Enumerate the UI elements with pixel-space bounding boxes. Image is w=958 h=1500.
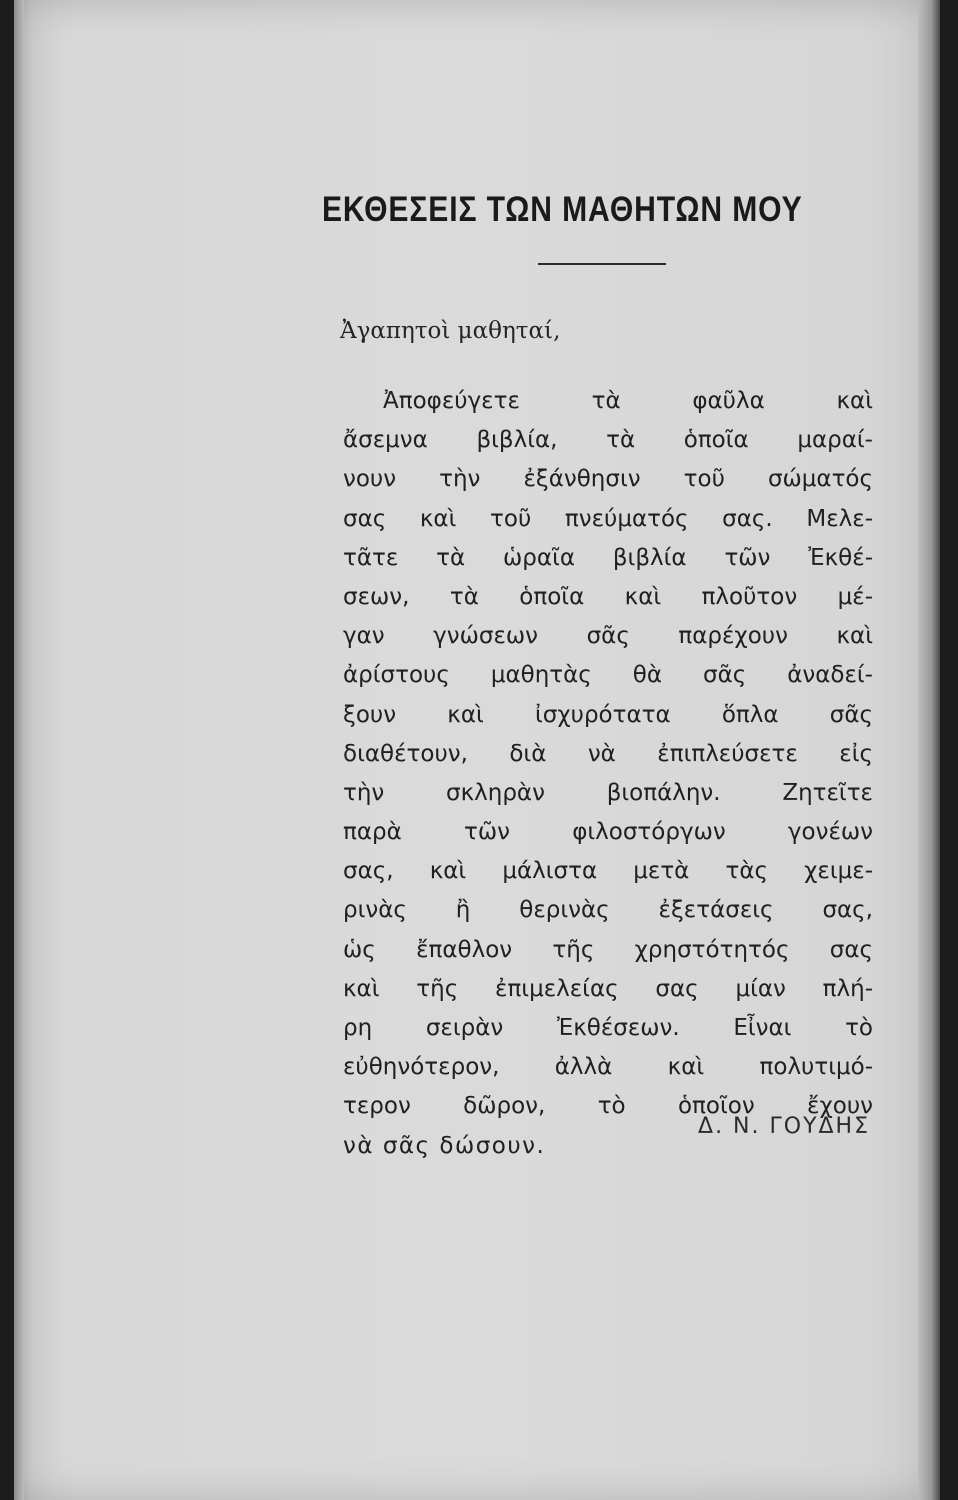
body-line: εὐθηνότερον, ἀλλὰ καὶ πολυτιμό-	[343, 1054, 873, 1081]
body-line: ὡς ἔπαθλον τῆς χρηστότητός σας	[343, 936, 873, 963]
page-left-edge	[14, 0, 24, 1500]
page-right-edge	[918, 0, 940, 1500]
body-line: νουν τὴν ἐξάνθησιν τοῦ σώματός	[343, 466, 873, 493]
body-line: ρη σειρὰν Ἐκθέσεων. Εἶναι τὸ	[343, 1015, 873, 1041]
body-line: παρὰ τῶν φιλοστόργων γονέων	[343, 819, 873, 846]
title-divider	[538, 263, 666, 265]
body-line: νὰ σᾶς δώσουν.	[343, 1132, 546, 1159]
body-line: σας, καὶ μάλιστα μετὰ τὰς χειμε-	[343, 858, 873, 885]
body-line: τὴν σκληρὰν βιοπάλην. Ζητεῖτε	[343, 779, 873, 806]
body-line: σας καὶ τοῦ πνεύματός σας. Μελε-	[343, 505, 873, 532]
body-line: ἄσεμνα βιβλία, τὰ ὁποῖα μαραί-	[343, 427, 873, 454]
body-paragraph	[343, 382, 873, 1166]
page-title: ΕΚΘΕΣΕΙΣ ΤΩΝ ΜΑΘΗΤΩΝ ΜΟΥ	[322, 190, 803, 229]
body-line: διαθέτουν, διὰ νὰ ἐπιπλεύσετε εἰς	[343, 740, 873, 767]
body-line: τᾶτε τὰ ὡραῖα βιβλία τῶν Ἐκθέ-	[343, 544, 873, 571]
body-line: γαν γνώσεων σᾶς παρέχουν καὶ	[343, 623, 873, 650]
body-line: ρινὰς ἢ θερινὰς ἐξετάσεις σας,	[343, 897, 873, 924]
body-line: καὶ τῆς ἐπιμελείας σας μίαν πλή-	[343, 975, 873, 1002]
body-line: τερον δῶρον, τὸ ὁποῖον ἔχουν	[343, 1093, 873, 1120]
body-line: σεων, τὰ ὁποῖα καὶ πλοῦτον μέ-	[343, 583, 873, 610]
body-line: Ἀποφεύγετε τὰ φαῦλα καὶ	[383, 388, 873, 414]
body-line: ξουν καὶ ἰσχυρότατα ὅπλα σᾶς	[343, 701, 873, 728]
body-line: ἀρίστους μαθητὰς θὰ σᾶς ἀναδεί-	[343, 662, 873, 689]
author-signature: Δ. Ν. ΓΟΥΔΗΣ	[698, 1114, 870, 1139]
salutation: Ἀγαπητοὶ μαθηταί,	[340, 318, 561, 344]
